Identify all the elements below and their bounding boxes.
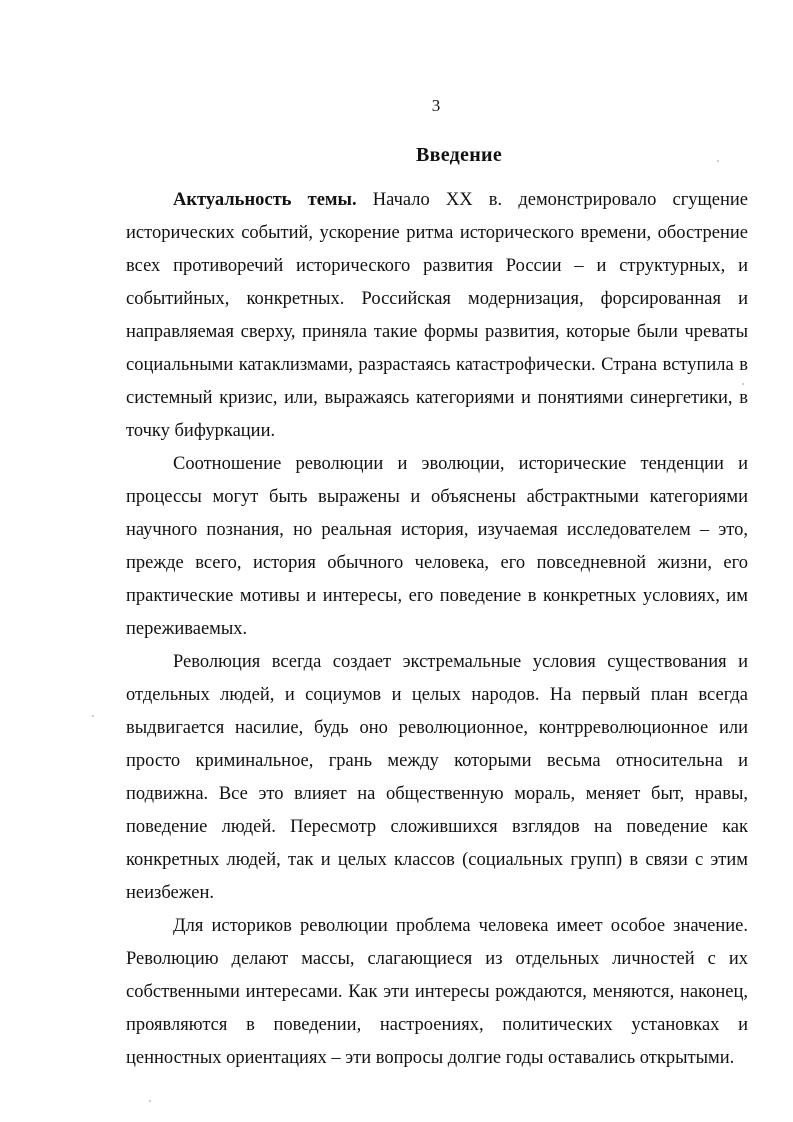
paragraph-text: Соотношение революции и эволюции, исторические тенденции и процессы могут быть выражены и объяснены абстрактными категориями научного познания, но реальная история, изучаемая исследователем – это, прежде всего, история обычного человека, его повседневной жизни, его практические мотивы и интересы, его поведение в конкретных условиях, им переживаемых.	[126, 454, 748, 639]
paragraph	[126, 646, 748, 910]
paragraph	[126, 448, 748, 646]
paragraph-relevance	[126, 184, 748, 448]
section-heading: Введение	[415, 144, 503, 166]
paragraph-text: Революция всегда создает экстремальные условия существования и отдельных людей, и социумов и целых народов. На первый план всегда выдвигается насилие, будь оно революционное, контрреволюционное или просто криминальное, грань между которыми весьма относительна и подвижна. Все это влияет на общественную мораль, меняет быт, нравы, поведение людей. Пересмотр сложившихся взглядов на поведение как конкретных людей, так и целых классов (социальных групп) в связи с этим неизбежен.	[126, 652, 748, 903]
paragraph-lead: Актуальность темы.	[173, 190, 357, 210]
paragraph-text: Начало XX в. демонстрировало сгущение исторических событий, ускорение ритма исторического времени, обострение всех противоречий исторического развития России – и структурных, и событийных, конкретных. Российская модернизация, форсированная и направляемая сверху, приняла такие формы развития, которые были чреваты социальными катаклизмами, разрастаясь катастрофически. Страна вступила в системный кризис, или, выражаясь категориями и понятиями синергетики, в точку бифуркации.	[126, 190, 749, 441]
paragraph	[126, 910, 748, 1075]
paragraph-text: Для историков революции проблема человека имеет особое значение. Революцию делают массы, слагающиеся из отдельных личностей с их собственными интересами. Как эти интересы рождаются, меняются, наконец, проявляются в поведении, настроениях, политических установках и ценностных ориентациях – эти вопросы долгие годы оставались открытыми.	[126, 916, 748, 1068]
page-number: 3	[431, 96, 441, 115]
scan-speck	[742, 383, 744, 385]
scan-speck	[92, 715, 94, 717]
scan-speck	[149, 1100, 151, 1102]
scan-speck	[717, 160, 719, 162]
body-text	[126, 184, 748, 1075]
